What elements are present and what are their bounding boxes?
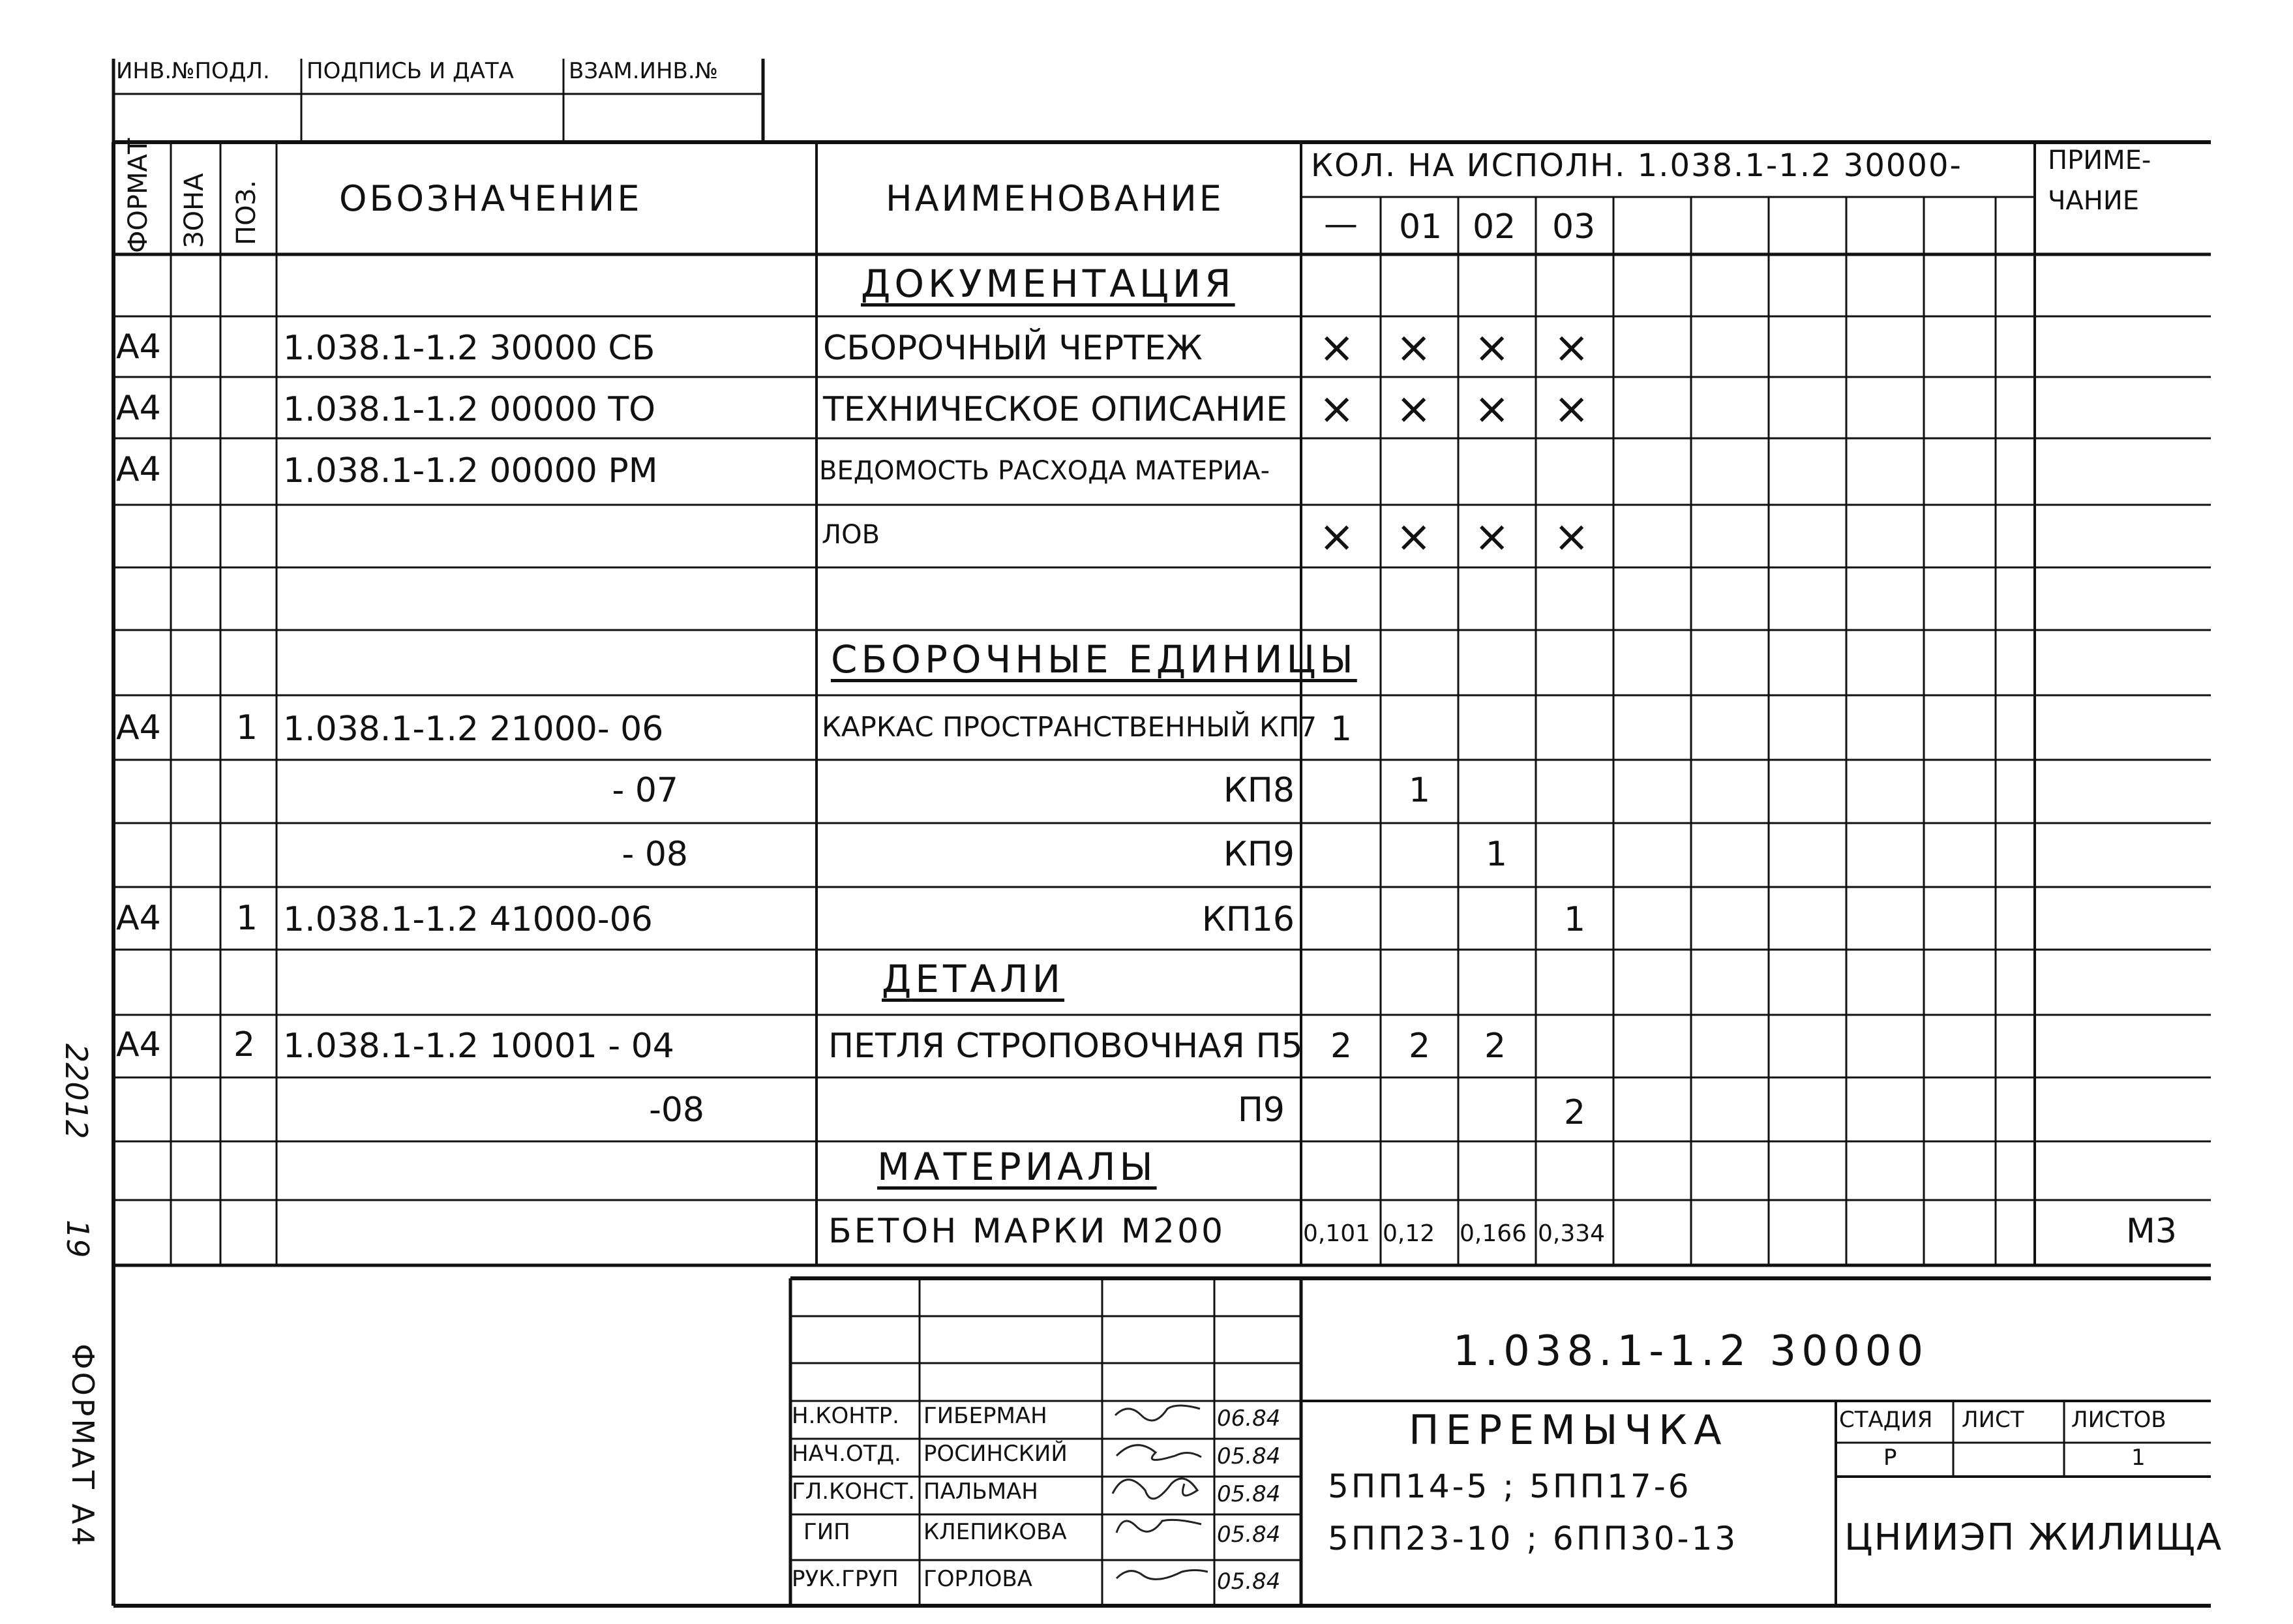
- naimenovanie-header: НАИМЕНОВАНИЕ: [886, 178, 1224, 219]
- row5-code: 1.038.1-1.2 21000- 06: [283, 710, 664, 749]
- row7-q-02: 1: [1486, 835, 1508, 874]
- row5-pos: 1: [236, 708, 258, 747]
- section-assembly-units: СБОРОЧНЫЕ ЕДИНИЦЫ: [831, 637, 1357, 682]
- row2-q-base: ×: [1319, 383, 1355, 434]
- staff1-role: Н.КОНТР.: [792, 1403, 899, 1429]
- staff3-name: ПАЛЬМАН: [923, 1479, 1038, 1505]
- zona-col-header: ЗОНА: [179, 173, 209, 248]
- sheet-label: ЛИСТ: [1962, 1407, 2024, 1433]
- format-col-header: ФОРМАТ: [123, 138, 153, 253]
- staff4-date: 05.84: [1217, 1522, 1281, 1548]
- row1-q-03: ×: [1553, 322, 1590, 372]
- section-documentation: ДОКУМЕНТАЦИЯ: [861, 262, 1235, 306]
- staff5-name: ГОРЛОВА: [923, 1566, 1032, 1592]
- row11-q-03: 0,334: [1538, 1220, 1606, 1247]
- section-materials: МАТЕРИАЛЫ: [877, 1145, 1157, 1189]
- staff5-date: 05.84: [1217, 1569, 1281, 1595]
- doc-title-line2: 5ПП14-5 ; 5ПП17-6: [1328, 1467, 1692, 1505]
- row11-q-02: 0,166: [1460, 1220, 1527, 1247]
- row5-q-base: 1: [1330, 710, 1353, 749]
- staff2-role: НАЧ.ОТД.: [792, 1441, 901, 1467]
- row11-q-base: 0,101: [1303, 1220, 1371, 1247]
- row2-code: 1.038.1-1.2 00000 ТО: [283, 390, 656, 429]
- row1-code: 1.038.1-1.2 30000 СБ: [283, 329, 655, 368]
- staff1-name: ГИБЕРМАН: [923, 1403, 1047, 1429]
- section-details: ДЕТАЛИ: [882, 957, 1065, 1001]
- exec-col-02: 02: [1473, 207, 1516, 247]
- sheets-value: 1: [2131, 1445, 2146, 1471]
- row9-format: А4: [116, 1025, 161, 1064]
- row4-name: ЛОВ: [822, 520, 880, 550]
- row4-q-base: ×: [1319, 511, 1355, 562]
- row4-q-02: ×: [1474, 511, 1510, 562]
- row9-q-02: 2: [1484, 1027, 1506, 1066]
- row9-pos: 2: [233, 1025, 256, 1064]
- staff4-role: ГИП: [803, 1519, 850, 1545]
- sheets-label: ЛИСТОВ: [2071, 1407, 2166, 1433]
- row6-code: - 07: [612, 771, 678, 810]
- row8-q-03: 1: [1564, 900, 1586, 939]
- row1-q-01: ×: [1396, 322, 1432, 372]
- row11-name: БЕТОН МАРКИ М200: [828, 1212, 1226, 1251]
- exec-col-base: —: [1324, 205, 1358, 244]
- row2-format: А4: [116, 389, 161, 428]
- margin-number-2: 19: [60, 1220, 95, 1258]
- staff2-date: 05.84: [1217, 1443, 1281, 1469]
- podpis-data-label: ПОДПИСЬ И ДАТА: [307, 58, 514, 84]
- row1-q-base: ×: [1319, 322, 1355, 372]
- row9-q-01: 2: [1409, 1027, 1431, 1066]
- staff3-date: 05.84: [1217, 1481, 1281, 1507]
- row3-format: А4: [116, 450, 161, 489]
- row10-q-03: 2: [1564, 1093, 1586, 1132]
- row5-name: КАРКАС ПРОСТРАНСТВЕННЫЙ КП7: [822, 711, 1317, 743]
- row9-q-base: 2: [1330, 1027, 1353, 1066]
- organization-name: ЦНИИЭП ЖИЛИЩА: [1844, 1516, 2223, 1559]
- staff1-date: 06.84: [1217, 1406, 1281, 1432]
- row8-format: А4: [116, 899, 161, 938]
- row4-q-03: ×: [1553, 511, 1590, 562]
- row10-code: -08: [649, 1090, 704, 1130]
- row6-name: КП8: [1223, 771, 1295, 810]
- staff2-name: РОСИНСКИЙ: [923, 1441, 1068, 1467]
- row9-code: 1.038.1-1.2 10001 - 04: [283, 1027, 674, 1066]
- row8-name: КП16: [1201, 900, 1295, 939]
- row2-name: ТЕХНИЧЕСКОЕ ОПИСАНИЕ: [823, 390, 1287, 429]
- row6-q-01: 1: [1409, 771, 1431, 810]
- row4-q-01: ×: [1396, 511, 1432, 562]
- row8-code: 1.038.1-1.2 41000-06: [283, 900, 653, 939]
- row2-q-01: ×: [1396, 383, 1432, 434]
- format-a4-label: ФОРМАТ А4: [65, 1344, 100, 1549]
- exec-col-03: 03: [1552, 207, 1596, 247]
- row11-q-01: 0,12: [1383, 1220, 1435, 1247]
- stage-label: СТАДИЯ: [1839, 1407, 1933, 1433]
- row8-pos: 1: [236, 899, 258, 938]
- row11-unit: М3: [2126, 1212, 2177, 1251]
- doc-number: 1.038.1-1.2 30000: [1453, 1327, 1929, 1376]
- primechanie-header-1: ПРИМЕ-: [2048, 145, 2151, 175]
- row10-name: П9: [1237, 1090, 1285, 1130]
- doc-title-line3: 5ПП23-10 ; 6ПП30-13: [1328, 1520, 1739, 1557]
- margin-number-1: 22012: [59, 1044, 94, 1139]
- row2-q-03: ×: [1553, 383, 1590, 434]
- row2-q-02: ×: [1474, 383, 1510, 434]
- doc-title: ПЕРЕМЫЧКА: [1409, 1406, 1728, 1454]
- staff5-role: РУК.ГРУП: [792, 1566, 899, 1592]
- stage-value: Р: [1883, 1445, 1897, 1471]
- row3-code: 1.038.1-1.2 00000 РМ: [283, 451, 658, 490]
- row7-code: - 08: [622, 835, 688, 874]
- staff3-role: ГЛ.КОНСТ.: [792, 1479, 915, 1505]
- poz-col-header: ПОЗ.: [232, 180, 262, 245]
- primechanie-header-2: ЧАНИЕ: [2048, 186, 2140, 216]
- row1-format: А4: [116, 327, 161, 367]
- exec-col-01: 01: [1399, 207, 1443, 247]
- oboznachenie-header: ОБОЗНАЧЕНИЕ: [339, 178, 642, 219]
- kol-header: КОЛ. НА ИСПОЛН. 1.038.1-1.2 30000-: [1311, 147, 1962, 184]
- row5-format: А4: [116, 708, 161, 747]
- inv-podl-label: ИНВ.№ПОДЛ.: [116, 58, 270, 84]
- row1-q-02: ×: [1474, 322, 1510, 372]
- row9-name: ПЕТЛЯ СТРОПОВОЧНАЯ П5: [828, 1027, 1303, 1066]
- row7-name: КП9: [1223, 835, 1295, 874]
- row3-name: ВЕДОМОСТЬ РАСХОДА МАТЕРИА-: [819, 456, 1270, 486]
- vzam-inv-label: ВЗАМ.ИНВ.№: [569, 58, 719, 84]
- row1-name: СБОРОЧНЫЙ ЧЕРТЕЖ: [823, 329, 1203, 368]
- staff4-name: КЛЕПИКОВА: [923, 1519, 1067, 1545]
